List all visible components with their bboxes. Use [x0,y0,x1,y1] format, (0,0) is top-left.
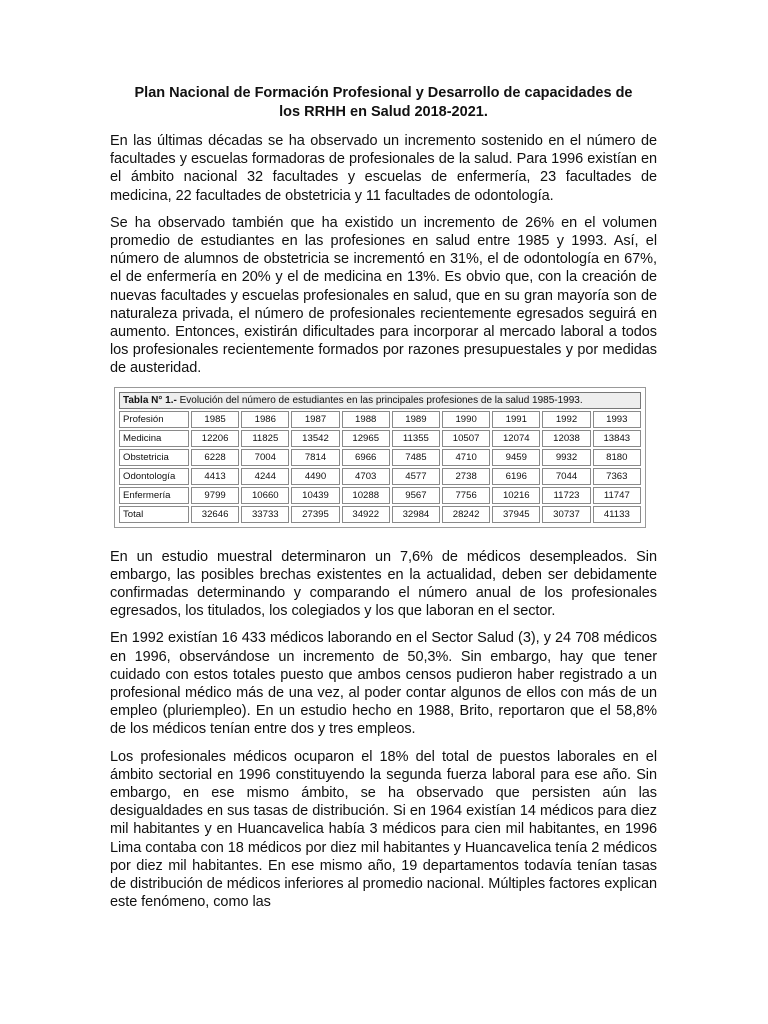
table-header-cell: 1989 [392,411,440,428]
table-header-cell: 1987 [291,411,339,428]
title-line-2: los RRHH en Salud 2018-2021. [279,104,488,120]
table-cell: 4244 [241,468,289,485]
table-cell: 41133 [593,506,641,523]
table-cell: 6966 [342,449,390,466]
table-cell: 28242 [442,506,490,523]
table-cell: 4490 [291,468,339,485]
table-row-total [119,506,641,523]
table-cell: 9932 [542,449,590,466]
table-caption-text: Evolución del número de estudiantes en las principales profesiones de la salud 1985-1993. [176,394,583,406]
table-cell: Obstetricia [119,449,189,466]
table-cell: 32984 [392,506,440,523]
table-cell: 11825 [241,430,289,447]
table-cell: 27395 [291,506,339,523]
table-header-cell: 1993 [593,411,641,428]
table-cell: 6228 [191,449,239,466]
table-cell: 7363 [593,468,641,485]
table-cell: 33733 [241,506,289,523]
table-cell: 32646 [191,506,239,523]
table-cell: Odontología [119,468,189,485]
table-cell: 34922 [342,506,390,523]
paragraph-5: Los profesionales médicos ocuparon el 18% del total de puestos laborales en el ámbito sectorial en 1996 constituyendo la segunda fuerza laboral para ese año. Sin embargo, en ese mismo ámbito, se ha observado que persisten aún las desigualdades en sus tasas de distribución. Si en 1964 existían 14 médicos para diez mil habitantes y en Huancavelica había 3 médicos para cien mil habitantes, en 1996 Lima contaba con 18 médicos por diez mil habitantes y Huancavelica tenía 2 médicos por diez mil habitantes. En ese mismo año, 19 departamentos todavía tenían tasas de distribución de médicos inferiores al promedio nacional. Múltiples factores explican este fenómeno, como las [110,748,657,911]
table-header-cell: Profesión [119,411,189,428]
table-cell: 9799 [191,487,239,504]
table-cell: 7004 [241,449,289,466]
title-line-1: Plan Nacional de Formación Profesional y Desarrollo de capacidades de [134,85,633,101]
table-cell: Enfermería [119,487,189,504]
table-cell: 8180 [593,449,641,466]
table-cell: 7044 [542,468,590,485]
table-cell: 7814 [291,449,339,466]
table-cell: 10660 [241,487,289,504]
table-cell: 4710 [442,449,490,466]
table-row-odontologia [119,468,641,485]
table-cell: 37945 [492,506,540,523]
table-cell: 11355 [392,430,440,447]
table-row-obstetricia [119,449,641,466]
table-header-cell: 1988 [342,411,390,428]
table-header-cell: 1992 [542,411,590,428]
table-cell: 7756 [442,487,490,504]
students-table [114,387,646,528]
table-row-medicina [119,430,641,447]
table-cell: 4413 [191,468,239,485]
table-caption [119,392,641,409]
table-cell: 4577 [392,468,440,485]
table-cell: 9567 [392,487,440,504]
table-cell: 11747 [593,487,641,504]
table-header-cell: 1985 [191,411,239,428]
document-title [110,84,657,122]
table-cell: 4703 [342,468,390,485]
table-header-row [119,411,641,428]
paragraph-4: En 1992 existían 16 433 médicos laborando en el Sector Salud (3), y 24 708 médicos en 1996, observándose un incremento de 50,3%. Sin embargo, hay que tener cuidado con estos totales puesto que ambos censos pudieron haber registrado a un profesional médico más de una vez, al poder contar algunos de ellos con más de un empleo (pluriempleo). En un estudio hecho en 1988, Brito, reportaron que el 58,8% de los médicos tenían entre dos y tres empleos. [110,630,657,738]
table-cell: 12206 [191,430,239,447]
table-cell: 9459 [492,449,540,466]
table-cell: 6196 [492,468,540,485]
table-cell: 30737 [542,506,590,523]
table-cell: 10216 [492,487,540,504]
paragraph-2: Se ha observado también que ha existido un incremento de 26% en el volumen promedio de estudiantes en las profesiones en salud entre 1985 y 1993. Así, el número de alumnos de obstetricia se incrementó en 31%, el de odontología en 67%, el de enfermería en 20% y el de medicina en 13%. Es obvio que, con la creación de nuevas facultades y escuelas profesionales en salud, que en su gran mayoría son de naturaleza privada, el número de profesionales recientemente egresados seguirá en aumento. Entonces, existirán dificultades para incorporar al mercado laboral a todos los profesionales recientemente formados por razones presupuestales y por medidas de austeridad. [110,214,657,377]
table-cell: 13542 [291,430,339,447]
table-cell: 10288 [342,487,390,504]
table-cell: Total [119,506,189,523]
table-header-cell: 1991 [492,411,540,428]
table-cell: 13843 [593,430,641,447]
table-cell: 2738 [442,468,490,485]
paragraph-1: En las últimas décadas se ha observado un incremento sostenido en el número de facultades y escuelas formadoras de profesionales de la salud. Para 1996 existían en el ámbito nacional 32 facultades y escuelas de enfermería, 23 facultades de medicina, 22 facultades de obstetricia y 11 facultades de odontología. [110,133,657,204]
table-cell: 10439 [291,487,339,504]
paragraph-3: En un estudio muestral determinaron un 7,6% de médicos desempleados. Sin embargo, las posibles brechas existentes en la actualidad, deben ser debidamente confirmadas determinando y comparando el número anual de los profesionales egresados, los titulados, los colegiados y los que laboran en el sector. [110,548,657,620]
table-cell: 11723 [542,487,590,504]
table-row-enfermeria [119,487,641,504]
table-cell: 12965 [342,430,390,447]
table-cell: 10507 [442,430,490,447]
table-header-cell: 1990 [442,411,490,428]
table-cell: Medicina [119,430,189,447]
table-cell: 12038 [542,430,590,447]
document-page [110,84,657,921]
table-header-cell: 1986 [241,411,289,428]
table-cell: 12074 [492,430,540,447]
table-caption-bold: Tabla N° 1.- [123,394,177,406]
table-cell: 7485 [392,449,440,466]
